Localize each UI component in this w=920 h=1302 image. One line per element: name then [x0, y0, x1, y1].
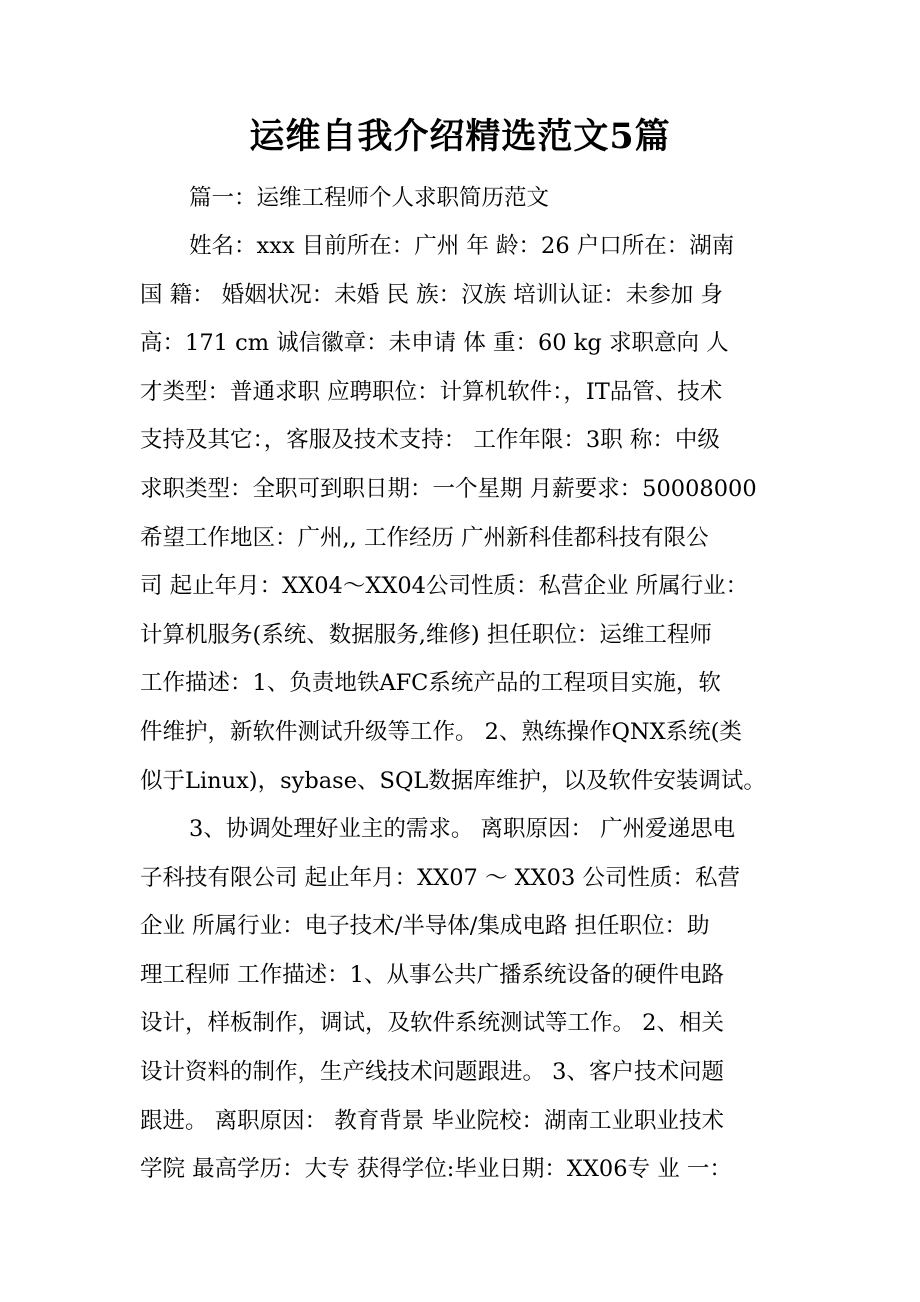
paragraph-line: 国 籍： 婚姻状况：未婚 民 族：汉族 培训认证：未参加 身: [140, 281, 723, 308]
paragraph-line: 希望工作地区：广州,, 工作经历 广州新科佳都科技有限公: [140, 524, 709, 551]
paragraph-line: 3、协调处理好业主的需求。 离职原因： 广州爱递思电: [189, 816, 736, 842]
paragraph-1: [140, 222, 790, 805]
paragraph-line: 设计资料的制作，生产线技术问题跟进。 3、客户技术问题: [140, 1058, 724, 1085]
paragraph-line: 工作描述：1、负责地铁AFC系统产品的工程项目实施，软: [140, 670, 721, 697]
paragraph-line: 求职类型：全职可到职日期：一个星期 月薪要求：50008000: [140, 475, 757, 502]
paragraph-line: 似于Linux)，sybase、SQL数据库维护，以及软件安装调试。: [140, 767, 766, 794]
paragraph-line: 才类型：普通求职 应聘职位：计算机软件：，IT品管、技术: [140, 378, 723, 405]
paragraph-line: 跟进。 离职原因： 教育背景 毕业院校：湖南工业职业技术: [140, 1107, 724, 1134]
paragraph-line: 姓名：xxx 目前所在：广州 年 龄：26 户口所在：湖南: [189, 233, 735, 259]
paragraph-line: 学院 最高学历：大专 获得学位:毕业日期：XX06专 业 一：: [140, 1156, 732, 1183]
document-title: 运维自我介绍精选范文5篇: [249, 116, 671, 157]
paragraph-line: 子科技有限公司 起止年月：XX07 ～ XX03 公司性质：私营: [140, 864, 740, 891]
paragraph-2: [140, 805, 790, 1194]
paragraph-line: 计算机服务(系统、数据服务,维修) 担任职位：运维工程师: [140, 621, 712, 648]
paragraph-line: 设计，样板制作，调试，及软件系统测试等工作。 2、相关: [140, 1010, 724, 1037]
paragraph-line: 高：171 cm 诚信徽章：未申请 体 重：60 kg 求职意向 人: [140, 330, 729, 357]
paragraph-line: 件维护，新软件测试升级等工作。 2、熟练操作QNX系统(类: [140, 718, 742, 745]
paragraph-line: 支持及其它：，客服及技术支持： 工作年限：3职 称：中级: [140, 427, 720, 454]
paragraph-line: 企业 所属行业：电子技术/半导体/集成电路 担任职位：助: [140, 913, 710, 940]
section-heading: 篇一：运维工程师个人求职简历范文: [189, 185, 550, 211]
paragraph-line: 司 起止年月：XX04～XX04公司性质：私营企业 所属行业：: [140, 573, 749, 600]
paragraph-line: 理工程师 工作描述：1、从事公共广播系统设备的硬件电路: [140, 961, 724, 988]
